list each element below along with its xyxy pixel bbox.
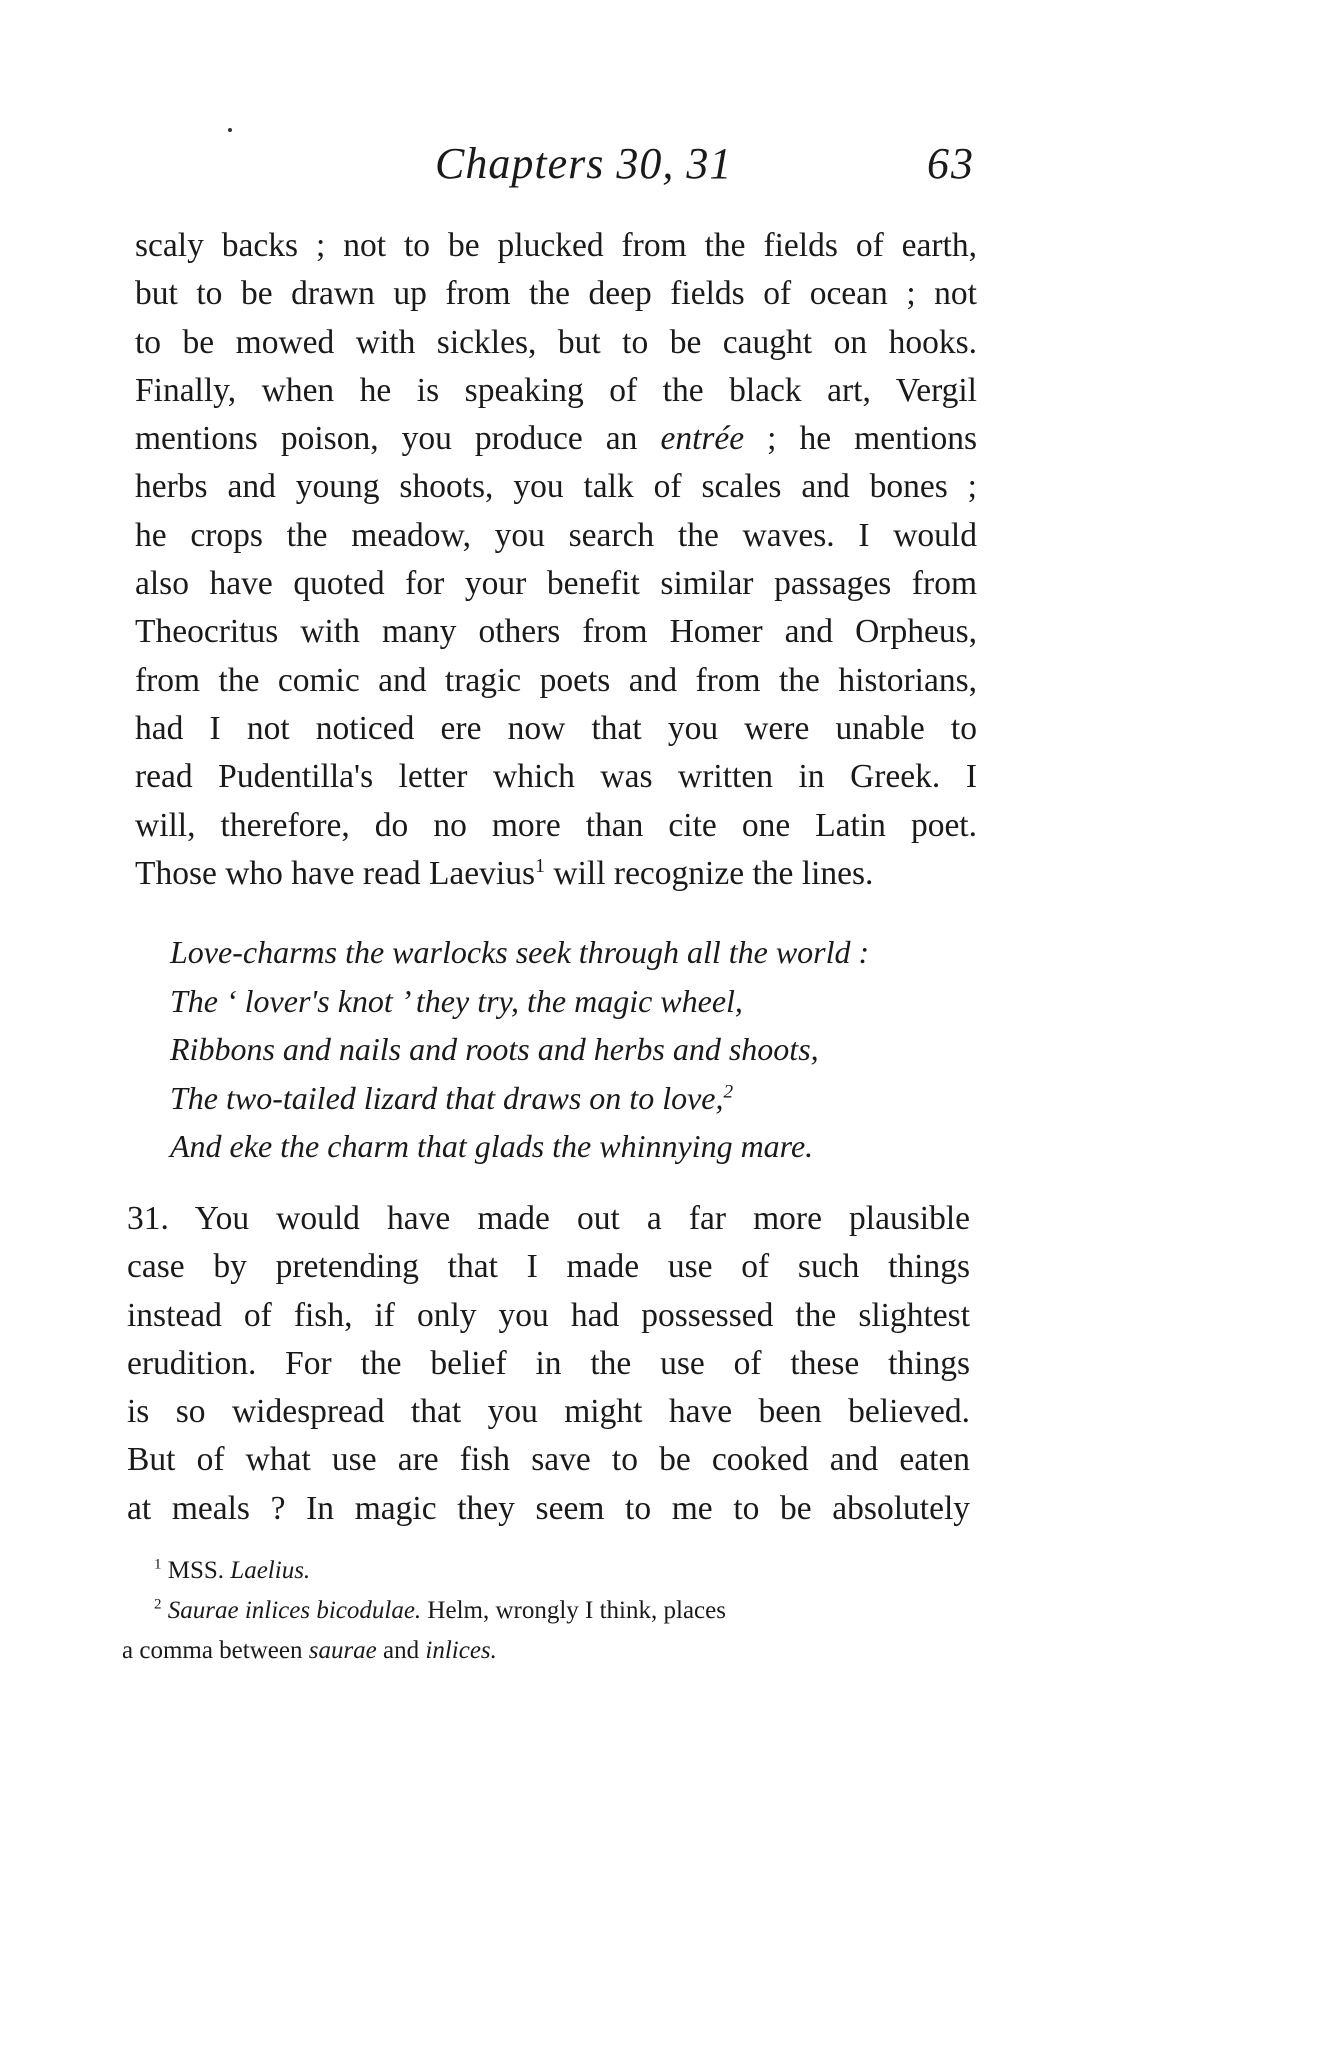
text-line: at meals ? In magic they seem to me to be absolutely	[127, 1489, 970, 1527]
footnotes	[122, 1551, 970, 1671]
text-line: Those who have read Laevius$^1$ will recognize the lines.	[135, 854, 874, 892]
chapter-title: Chapters 30, 31	[435, 139, 733, 188]
text-line: 31. You would have made out a far more plausible	[127, 1200, 970, 1237]
verse-line: Ribbons and nails and roots and herbs and shoots,	[170, 1031, 819, 1067]
text-line: is so widespread that you might have been believed.	[127, 1393, 970, 1431]
text-line: erudition. For the belief in the use of these things	[127, 1344, 970, 1382]
verse-quotation	[170, 928, 970, 1171]
footnote-ref: 2	[723, 1080, 734, 1102]
page-number: 63	[927, 139, 975, 188]
footnote-2-continued: a comma between saurae and inlices.	[122, 1637, 497, 1664]
text-line: to be mowed with sickles, but to be caught on hooks.	[135, 323, 977, 361]
text-line: read Pudentilla's letter which was written in Greek. I	[135, 758, 977, 796]
text-line: he crops the meadow, you search the waves. I would	[135, 516, 977, 554]
text-line: had I not noticed ere now that you were unable to	[135, 709, 977, 747]
text-line: herbs and young shoots, you talk of scales and bones ;	[135, 468, 977, 506]
footnote-2: $^2$ Saurae inlices bicodulae. Helm, wrongly I think, places	[154, 1596, 726, 1624]
text-line: instead of fish, if only you had possessed the slightest	[127, 1296, 970, 1334]
verse-line: The ‘ lover's knot ’ they try, the magic wheel,	[170, 982, 743, 1019]
text-line: Theocritus with many others from Homer and Orpheus,	[135, 613, 977, 651]
italic-term: entrée	[660, 420, 745, 458]
text-line: from the comic and tragic poets and from the historians,	[135, 661, 977, 699]
section-31	[127, 1195, 970, 1533]
ink-speck	[228, 128, 232, 132]
text-line: also have quoted for your benefit similar passages from	[135, 565, 977, 603]
text-line: will, therefore, do no more than cite one Latin poet.	[135, 806, 977, 844]
text-line: But of what use are fish save to be cooked and eaten	[127, 1441, 970, 1479]
footnote-ref: 1	[535, 854, 546, 877]
running-header	[135, 138, 975, 198]
verse-line: And eke the charm that glads the whinnying mare.	[170, 1128, 814, 1164]
footnote-1: $^1$ MSS. Laelius.	[154, 1556, 311, 1584]
verse-line: The two-tailed lizard that draws on to love,$^2$	[170, 1079, 734, 1116]
text-line: mentions poison, you produce an entrée ; he mentions	[135, 420, 977, 458]
text-line: scaly backs ; not to be plucked from the fields of earth,	[135, 227, 977, 264]
verse-line: Love-charms the warlocks seek through all the world :	[170, 934, 870, 970]
paragraph-continued	[135, 222, 977, 898]
text-line: but to be drawn up from the deep fields of ocean ; not	[135, 275, 977, 313]
text-line: Finally, when he is speaking of the black art, Vergil	[135, 371, 977, 409]
text-line: case by pretending that I made use of such things	[127, 1248, 970, 1286]
